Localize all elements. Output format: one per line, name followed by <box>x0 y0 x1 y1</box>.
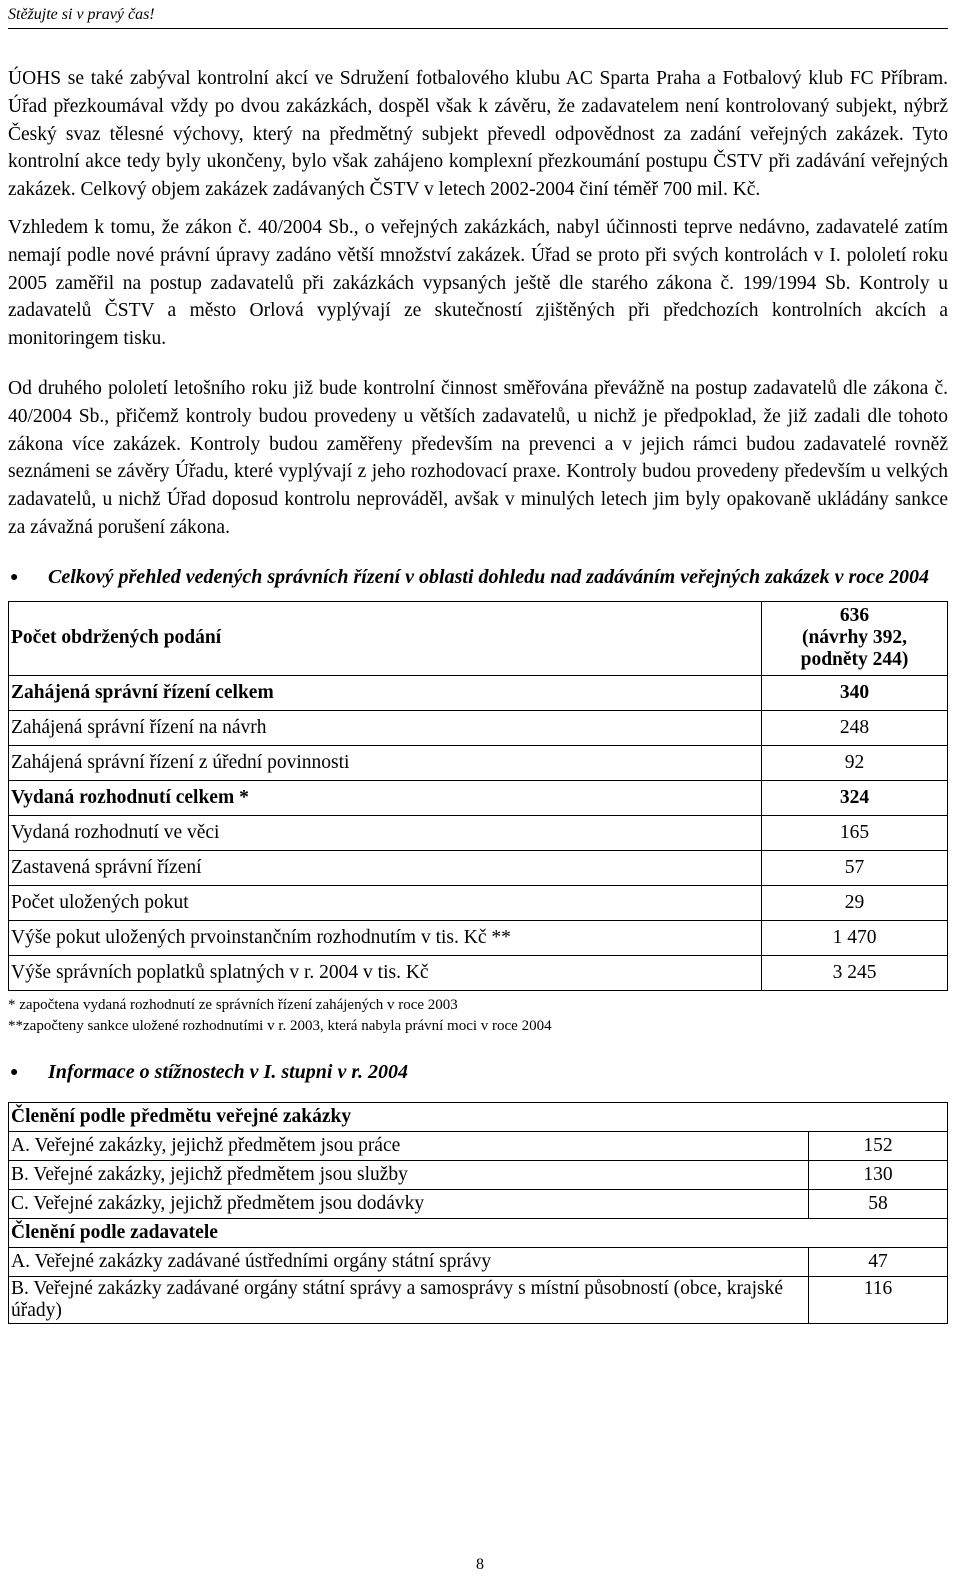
running-header: Stěžujte si v pravý čas! <box>8 6 155 23</box>
row-label: A. Veřejné zakázky, jejichž předmětem jsou práce <box>9 1131 809 1160</box>
table-row <box>9 815 948 850</box>
table-row <box>9 745 948 780</box>
row-label: Počet uložených pokut <box>9 885 762 920</box>
table-row <box>9 1131 948 1160</box>
table-row <box>9 955 948 990</box>
row-value: 324 <box>762 780 948 815</box>
complaints-table <box>8 1102 948 1324</box>
row-value: 57 <box>762 850 948 885</box>
group-title: Členění podle zadavatele <box>9 1218 948 1247</box>
row-value: 130 <box>809 1160 948 1189</box>
row-value: 116 <box>809 1276 948 1323</box>
paragraph-second-half: Od druhého pololetí letošního roku již bude kontrolní činnost směřována převážně na postup zadavatelů dle zákona č. 40/2004 Sb., přičemž kontroly budou provedeny u větších zadavatelů, u nichž je předpoklad, že již zadali dle tohoto zákona více zakázek. Kontroly budou zaměřeny především na prevenci a v jejich rámci budou zadavatelé rovněž seznámeni se závěry Úřadu, které vyplývají z jeho rozhodovací praxe. Kontroly budou provedeny především u velkých zadavatelů, u nichž Úřad doposud kontrolu neprováděl, avšak v minulých letech jim byly opakovaně ukládány sankce za závažná porušení zákona. <box>8 377 948 538</box>
row-label: Výše správních poplatků splatných v r. 2004 v tis. Kč <box>9 955 762 990</box>
row-label: Počet obdržených podání <box>9 601 762 675</box>
table-row <box>9 850 948 885</box>
table-row <box>9 1189 948 1218</box>
row-label: Zahájená správní řízení celkem <box>9 675 762 710</box>
row-label: B. Veřejné zakázky, jejichž předmětem jsou služby <box>9 1160 809 1189</box>
paragraph-new-law: Vzhledem k tomu, že zákon č. 40/2004 Sb., o veřejných zakázkách, nabyl účinnosti teprve nedávno, zadavatelé zatím nemají podle nové právní úpravy zadáno větší množství zakázek. Úřad se proto při svých kontrolách v I. pololetí roku 2005 zaměřil na postup zadavatelů při zakázkách vypsaných ještě dle starého zákona č. 199/1994 Sb. Kontroly u zadavatelů ČSTV a město Orlová vyplývají ze skutečností zjištěných při předchozích kontrolních akcích a monitoringem tisku. <box>8 216 948 350</box>
table-row <box>9 710 948 745</box>
row-label: Výše pokut uložených prvoinstančním rozhodnutím v tis. Kč ** <box>9 920 762 955</box>
document-page <box>8 0 948 1324</box>
row-value: 58 <box>809 1189 948 1218</box>
group-title: Členění podle předmětu veřejné zakázky <box>9 1102 948 1131</box>
value-sub: podněty 244) <box>800 649 909 671</box>
value-main: 636 <box>839 605 870 627</box>
table-group-row <box>9 1102 948 1131</box>
row-value <box>762 601 948 675</box>
section-heading-text: Celkový přehled vedených správních řízení v oblasti dohledu nad zadáváním veřejných zakázek v roce 2004 <box>48 565 930 588</box>
footnote: **započteny sankce uložené rozhodnutími v r. 2003, která nabyla právní moci v roce 2004 <box>8 1017 552 1034</box>
section-heading-complaints <box>8 1059 948 1086</box>
row-value: 248 <box>762 710 948 745</box>
table-row <box>9 675 948 710</box>
proceedings-table <box>8 601 948 991</box>
row-value: 47 <box>809 1247 948 1276</box>
paragraph-sparta-control: ÚOHS se také zabýval kontrolní akcí ve Sdružení fotbalového klubu AC Sparta Praha a Fotbalový klub FC Příbram. Úřad přezkoumával vždy po dvou zakázkách, dospěl však k závěru, že zadavatelem není kontrolovaný subjekt, nýbrž Český svaz tělesné výchovy, který na předmětný subjekt převedl odpovědnost za zadání veřejných zakázek. Tyto kontrolní akce tedy byly ukončeny, bylo však zahájeno komplexní přezkoumání postupu ČSTV při zadávání veřejných zakázek. Celkový objem zakázek zadávaných ČSTV v letech 2002-2004 činí téměř 700 mil. Kč. <box>8 68 948 201</box>
section-heading-text: Informace o stížnostech v I. stupni v r. 2004 <box>48 1060 409 1083</box>
footnote: * započtena vydaná rozhodnutí ze správních řízení zahájených v roce 2003 <box>8 996 458 1013</box>
page-number: 8 <box>476 1556 484 1573</box>
row-label: Zastavená správní řízení <box>9 850 762 885</box>
row-value: 165 <box>762 815 948 850</box>
table-row <box>9 1247 948 1276</box>
table-group-row <box>9 1218 948 1247</box>
table-row <box>9 920 948 955</box>
table-row <box>9 780 948 815</box>
row-value: 29 <box>762 885 948 920</box>
section-heading-overview <box>8 564 948 591</box>
table-footnotes <box>8 995 948 1037</box>
row-label: C. Veřejné zakázky, jejichž předmětem jsou dodávky <box>9 1189 809 1218</box>
bullet-icon: ● <box>10 1064 19 1080</box>
table-row <box>9 885 948 920</box>
bullet-icon: ● <box>10 569 19 585</box>
row-value: 92 <box>762 745 948 780</box>
table-row <box>9 1276 948 1323</box>
row-value: 1 470 <box>762 920 948 955</box>
row-value: 340 <box>762 675 948 710</box>
row-label: Vydaná rozhodnutí celkem * <box>9 780 762 815</box>
row-label: Vydaná rozhodnutí ve věci <box>9 815 762 850</box>
value-sub: (návrhy 392, <box>801 627 908 649</box>
header-divider <box>8 28 948 29</box>
row-label: A. Veřejné zakázky zadávané ústředními orgány státní správy <box>9 1247 809 1276</box>
row-label: Zahájená správní řízení na návrh <box>9 710 762 745</box>
row-label: Zahájená správní řízení z úřední povinnosti <box>9 745 762 780</box>
table-row <box>9 601 948 675</box>
row-value: 152 <box>809 1131 948 1160</box>
table-row <box>9 1160 948 1189</box>
row-value: 3 245 <box>762 955 948 990</box>
row-label: B. Veřejné zakázky zadávané orgány státní správy a samosprávy s místní působností (obce, krajské úřady) <box>9 1276 809 1323</box>
